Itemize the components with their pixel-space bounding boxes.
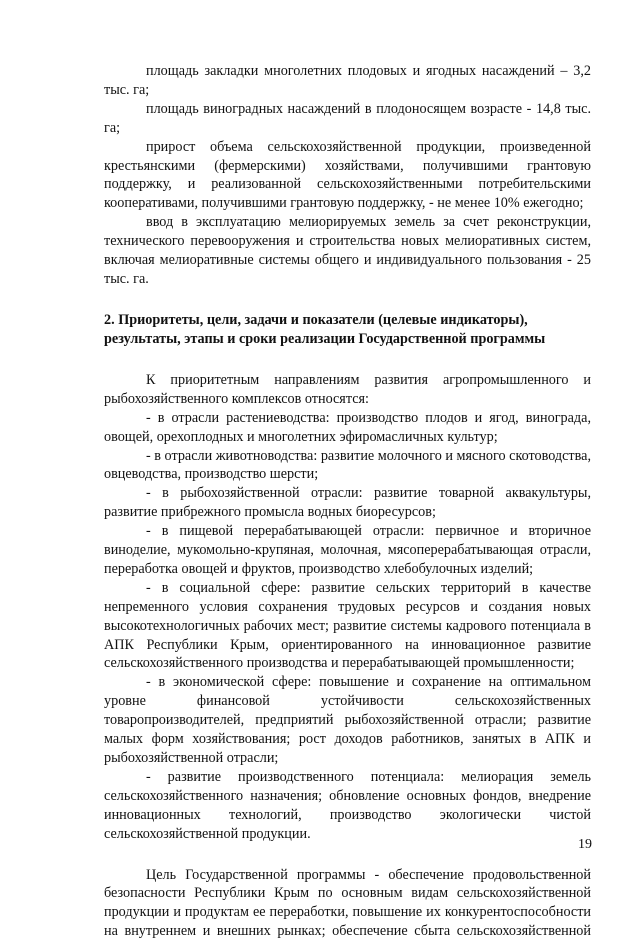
spacer <box>104 844 591 866</box>
priority-item-production-potential: - развитие производственного потенциала: мелиорация земель сельскохозяйственного назначения; обновление основных фондов, внедрение инновационных технологий, производство экологически чистой сельскохозяйственной продукции. <box>104 768 591 842</box>
spacer <box>104 349 591 371</box>
page-number: 19 <box>578 837 592 852</box>
priorities-intro: К приоритетным направлениям развития агропромышленного и рыбохозяйственного комплексов относятся: <box>104 371 591 407</box>
priority-item-economic: - в экономической сфере: повышение и сохранение на оптимальном уровне финансовой устойчивости сельскохозяйственных товаропроизводителей, предприятий рыбохозяйственной отрасли; развитие малых форм хозяйствования; рост доходов работников, занятых в АПК и рыбохозяйственной отрасли; <box>104 674 591 766</box>
priority-item-food-processing: - в пищевой перерабатывающей отрасли: первичное и вторичное виноделие, мукомольно-крупяная, молочная, мясоперерабатывающая отрасли, переработка овощей и фруктов, производство хлебобулочных изделий; <box>104 523 591 577</box>
paragraph-production-growth: прирост объема сельскохозяйственной продукции, произведенной крестьянскими (фермерскими) хозяйствами, получившими грантовую поддержку, и реализованной сельскохозяйственными потребительскими кооперативами, получившими грантовую поддержку, - не менее 10% ежегодно; <box>104 138 591 212</box>
priority-item-crop-production: - в отрасли растениеводства: производство плодов и ягод, винограда, овощей, орехоплодных и многолетних эфиромасличных культур; <box>104 409 591 445</box>
paragraph-land-reclamation: ввод в эксплуатацию мелиорируемых земель за счет реконструкции, технического перевооружения и строительства новых мелиоративных систем, включая мелиоративные системы общего и индивидуального пользования - 25 тыс. га. <box>104 214 591 287</box>
section-heading-line-2: результаты, этапы и сроки реализации Государственной программы <box>104 330 546 347</box>
spacer <box>104 289 591 311</box>
goal-paragraph: Цель Государственной программы - обеспечение продовольственной безопасности Республики Крым по основным видам сельскохозяйственной продукции и продуктам ее переработки, повышение их конкурентоспособности на внутреннем и внешних рынках; обеспечение сбыта сельскохозяйственной <box>104 866 591 940</box>
paragraph-vineyard-area: площадь виноградных насаждений в плодоносящем возрасте - 14,8 тыс. га; <box>104 100 591 136</box>
section-heading-line-1: 2. Приоритеты, цели, задачи и показатели (целевые индикаторы), <box>104 311 528 328</box>
priority-item-social: - в социальной сфере: развитие сельских территорий в качестве непременного условия сохранения трудовых ресурсов и создания новых высокотехнологичных рабочих мест; развитие системы кадрового потенциала в АПК Республики Крым, ориентированного на инновационное развитие сельскохозяйственного производства и перерабатывающей промышленности; <box>104 579 591 672</box>
priority-item-fisheries: - в рыбохозяйственной отрасли: развитие товарной аквакультуры, развитие прибрежного промысла водных биоресурсов; <box>104 485 591 521</box>
paragraph-orchard-area: площадь закладки многолетних плодовых и ягодных насаждений – 3,2 тыс. га; <box>104 63 591 98</box>
priority-item-livestock: - в отрасли животноводства: развитие молочного и мясного скотоводства, овцеводства, производство шерсти; <box>104 447 591 483</box>
